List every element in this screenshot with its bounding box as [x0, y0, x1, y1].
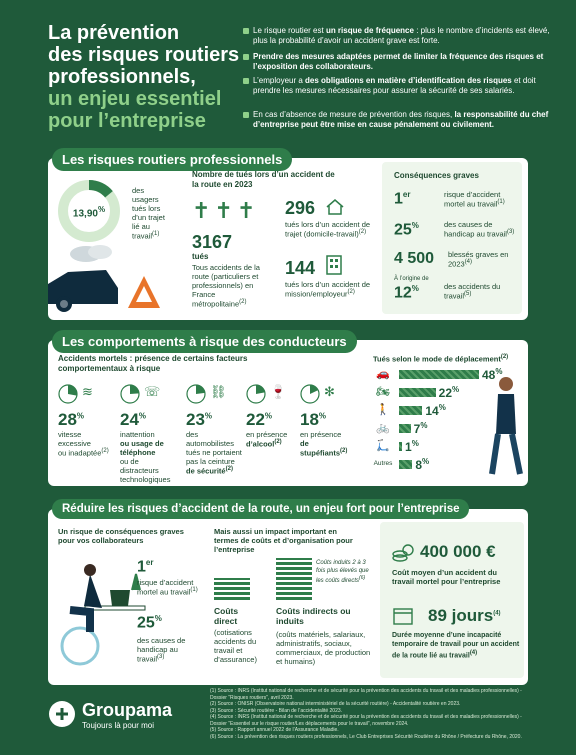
killed-total-text: Tous accidents de la route (particuliers et professionnels) en France métropolitaine$^{(2)}$: [192, 263, 260, 309]
crosses-icon: ✝✝✝: [192, 198, 260, 223]
calendar-icon: [392, 606, 414, 626]
intro-bullet-2: Prendre des mesures adaptées permet de limiter la fréquence des risques et l’exposition des collaborateurs.: [253, 52, 553, 72]
factor-text-2: inattention ou usage de téléphone ou de distracteurs technologiques: [120, 430, 171, 484]
brand-tagline: Toujours là pour moi: [82, 721, 155, 730]
factor-text-4: en présence d’alcool$^{(2)}$: [246, 430, 288, 449]
col1-item-2-text: des causes de handicap au travail$^{(3)}$: [137, 636, 186, 664]
cost-value: 400 000 €: [420, 542, 496, 561]
title-line-3: professionnels,: [48, 66, 196, 88]
factor-text-5: en présence de stupéfiants$^{(2)}$: [300, 430, 348, 458]
killed-commute: 296: [285, 198, 316, 218]
scooter-icon: 🛴: [376, 440, 390, 452]
direct-cost-bar: [214, 578, 250, 600]
consequence-3-value: 4 500: [394, 250, 435, 267]
source-2: (2) Source : ONISR (Observatoire national interministériel de la sécurité routière) - Accidentalité routière en 2023.: [210, 701, 461, 707]
section2-title: Les comportements à risque des conducteurs: [52, 330, 357, 353]
motorbike-icon: 🏍: [376, 386, 390, 398]
mode-value-5: 1%: [405, 439, 419, 454]
consequence-2-text: des causes de handicap au travail$^{(3)}$: [444, 220, 515, 239]
killed-commute-text: tués lors d’un accident de trajet (domicile-travail)$^{(2)}$: [285, 220, 371, 239]
indirect-cost-bar: [276, 558, 312, 600]
mode-label-other: Autres: [373, 460, 393, 467]
title-line-5: pour l’entreprise: [48, 110, 206, 132]
consequence-3-text: blessés graves en 2023$^{(4)}$: [448, 250, 509, 269]
consequences-heading: Conséquences graves: [394, 171, 479, 180]
bicycle-icon: 🚲: [376, 422, 390, 434]
cannabis-icon: ✻: [324, 384, 335, 399]
factors-heading: Accidents mortels : présence de certains facteurs comportementaux à risque: [58, 354, 248, 373]
cost-text: Coût moyen d’un accident du travail mortel pour l’entreprise: [392, 568, 501, 587]
title-line-1: La prévention: [48, 22, 180, 44]
groupama-logo-icon: [48, 700, 76, 728]
source-5: (5) Source : Rapport annuel 2022 de l’Assurance Maladie.: [210, 727, 339, 733]
seatbelt-icon: ⛓: [210, 384, 227, 399]
mode-value-1: 48%: [482, 367, 503, 382]
mode-bar-2: [399, 388, 436, 397]
donut-text: des usagers tués lors d’un trajet lié au travail$^{(1)}$: [132, 186, 165, 241]
factor-value-5: 18%: [300, 410, 327, 429]
sources: [210, 688, 528, 740]
page-title: [48, 22, 239, 132]
donut-value: 13,90%: [72, 205, 106, 220]
mode-bar-5: [399, 442, 402, 451]
alcohol-icon: 🍷: [270, 384, 287, 399]
intro-bullet-1: Le risque routier est un risque de fréquence : plus le nombre d’incidents est élevé, plus la probabilité d’avoir un accident grave est forte.: [253, 26, 553, 46]
col1-item-1-value: 1er: [137, 558, 154, 576]
killed-total-label: tués: [192, 252, 209, 261]
brand-name: Groupama: [82, 700, 173, 720]
mode-value-2: 22%: [438, 385, 460, 400]
mode-value-3: 14%: [425, 403, 446, 418]
wheelchair-office-illustration: [50, 560, 150, 670]
col2-heading: Mais aussi un impact important en termes de coûts et d’organisation pour l’entreprise: [214, 527, 353, 554]
pedestrian-phone-illustration: [484, 374, 534, 484]
killed-total: 3167: [192, 232, 233, 252]
consequence-2-value: 25%: [394, 221, 419, 239]
factor-pie-1: [58, 384, 78, 404]
direct-cost-text: (cotisations accidents du travail et d’assurance): [214, 628, 257, 664]
consequence-1-text: risque d’accident mortel au travail$^{(1)}$: [444, 190, 505, 209]
mode-bar-1: [399, 370, 479, 379]
factor-value-1: 28%: [58, 410, 85, 429]
title-line-2: des risques routiers: [48, 44, 240, 66]
factor-text-1: vitesse excessive ou inadaptée$^{(2)}$: [58, 430, 109, 458]
source-6: (6) Source : La prévention des risques routiers professionnels, Le Club Entreprises Sécurité Routière du Rhône / Préfecture du Rhône, 2020.: [210, 733, 522, 740]
car-accident-illustration: [48, 244, 168, 314]
source-1: (1) Source : INRS (Institut national de recherche et de sécurité pour la prévention des accidents du travail et des maladies professionnelles) - Dossier “Risques routiers”, avril 2023.: [210, 688, 522, 701]
source-3: (3) Source : Sécurité routière - Bilan de l’accidentalité 2023.: [210, 707, 343, 714]
mode-value-6: 8%: [415, 457, 430, 472]
consequence-1-value: 1er: [394, 190, 411, 208]
mode-bar-3: [399, 406, 422, 415]
indirect-cost-text: (coûts matériels, salariaux, administratifs, sociaux, commerciaux, de production et humains): [276, 630, 371, 666]
factor-value-3: 23%: [186, 410, 213, 429]
building-icon: [325, 254, 343, 276]
section3-title: Réduire les risques d’accident de la route, un enjeu fort pour l’entreprise: [52, 499, 469, 519]
speed-icon: ≋: [82, 384, 93, 399]
consequence-4-prefix: À l’origine de: [394, 276, 429, 282]
factor-text-3: des automobilistes tués ne portaient pas la ceinture de sécurité$^{(2)}$: [186, 430, 242, 476]
mode-heading: Tués selon le mode de déplacement$^{(2)}$: [373, 354, 509, 364]
factor-pie-5: [300, 384, 320, 404]
phone-icon: ☏: [144, 384, 161, 399]
pedestrian-icon: 🚶: [376, 404, 390, 416]
indirect-cost-title: Coûts indirects ou induits: [276, 606, 351, 626]
direct-cost-title: Coûts direct: [214, 606, 239, 626]
car-icon: 🚗: [376, 368, 390, 380]
factor-pie-3: [186, 384, 206, 404]
killed-heading: Nombre de tués lors d’un accident de la route en 2023: [192, 170, 335, 189]
killed-mission: 144: [285, 258, 316, 278]
days-value: 89 jours$^{(4)}$: [428, 606, 501, 625]
days-text: Durée moyenne d’une incapacité temporaire de travail pour un accident de la route lié au travail$^{(4)}$: [392, 632, 520, 659]
title-line-4: un enjeu essentiel: [48, 88, 222, 110]
consequence-4-value: 12%: [394, 284, 419, 302]
intro-bullet-3: L’employeur a des obligations en matière d’identification des risques et doit prendre les mesures nécessaires pour assurer la sécurité de ses salariés.: [253, 76, 553, 96]
source-4: (4) Source : INRS (Institut national de recherche et de sécurité pour la prévention des accidents du travail et des maladies professionnelles) - Dossier “Essentiel sur le risque routier/Les déplacements pour le travail”, novembre 2024.: [210, 714, 522, 727]
coins-icon: [392, 544, 414, 564]
killed-mission-text: tués lors d’un accident de mission/employeur$^{(2)}$: [285, 280, 371, 299]
house-icon: [325, 198, 345, 216]
factor-value-4: 22%: [246, 410, 273, 429]
indirect-note: Coûts induits 2 à 3 fois plus élevés que les coûts directs$^{(6)}$: [316, 560, 369, 584]
mode-value-4: 7%: [413, 421, 428, 436]
col1-heading: Un risque de conséquences graves pour vos collaborateurs: [58, 527, 184, 545]
intro-bullet-4: En cas d’absence de mesure de prévention des risques, la responsabilité du chef d’entreprise peut être mise en cause pénalement ou civilement.: [253, 110, 553, 130]
col1-item-2-value: 25%: [137, 614, 162, 632]
mode-bar-6: [399, 460, 412, 469]
mode-bar-4: [399, 424, 411, 433]
section1-title: Les risques routiers professionnels: [52, 148, 292, 171]
factor-pie-2: [120, 384, 140, 404]
factor-value-2: 24%: [120, 410, 147, 429]
consequence-4-text: des accidents du travail$^{(5)}$: [444, 282, 501, 301]
factor-pie-4: [246, 384, 266, 404]
col1-item-1-text: risque d’accident mortel au travail$^{(1)}$: [137, 578, 198, 597]
